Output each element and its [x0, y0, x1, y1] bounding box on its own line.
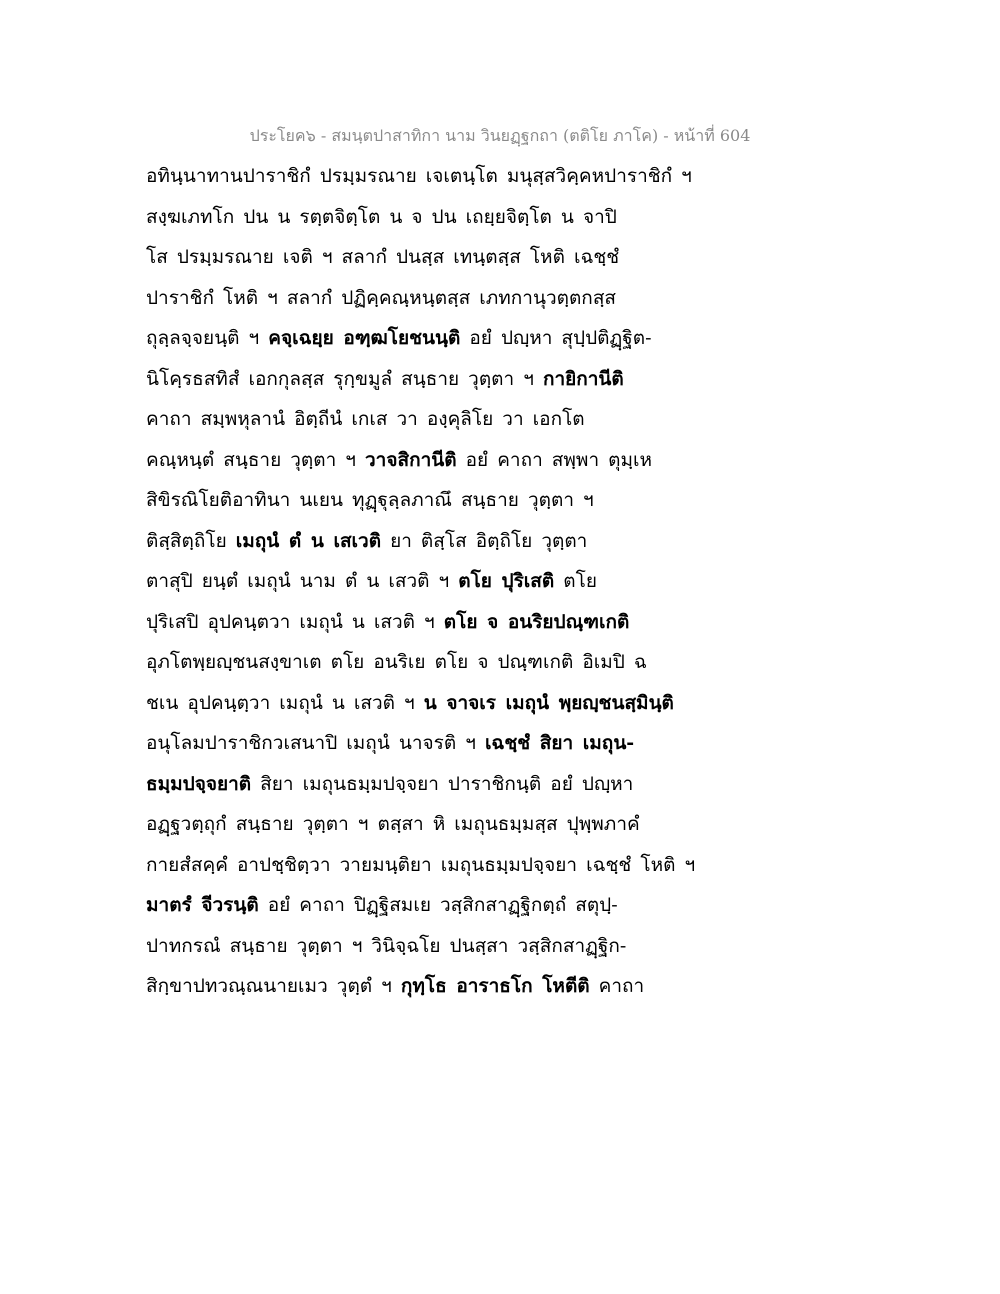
- text-run: คณฺหนฺตํ สนฺธาย วุตฺตา ฯ: [146, 448, 366, 471]
- text-run: คาถา สมฺพหุลานํ อิตฺถีนํ เกเส วา องฺคุลิโย วา เอกโต: [146, 408, 585, 430]
- text-run: นิโคฺรธสทิสํ เอกกุลสฺส รุกฺขมูลํ สนฺธาย วุตฺตา ฯ: [146, 367, 543, 390]
- text-run: อุภโตพฺยญฺชนสงฺขาเต ตโย อนริเย ตโย จ ปณฺฑเกติ อิเมปิ ฉ: [146, 651, 647, 673]
- bold-lemma: เมถุนํ ตํ น เสเวติ: [235, 529, 382, 552]
- text-line: [146, 480, 886, 521]
- bold-lemma: น จาจเร เมถุนํ พฺยญฺชนสฺมินฺติ: [423, 691, 674, 714]
- bold-lemma: มาตรํ จีวรนฺติ: [146, 894, 259, 916]
- text-run: ปาทกรณํ สนฺธาย วุตฺตา ฯ วินิจฺฉโย ปนสฺสา วสฺสิกสาฏฺฐิก-: [146, 934, 627, 957]
- text-run: อยํ คาถา สพฺพา ตุมฺเห: [456, 448, 653, 471]
- text-line: [146, 926, 886, 967]
- bold-lemma: กุทฺโธ อาราธโก โหตีติ: [400, 975, 590, 997]
- text-line: [146, 399, 886, 440]
- text-line: [146, 885, 886, 926]
- text-run: คาถา: [589, 975, 645, 997]
- text-run: กายสํสคฺคํ อาปชฺชิตฺวา วายมนฺติยา เมถุนธมฺมปจฺจยา เฉชฺชํ โหติ ฯ: [146, 853, 696, 876]
- bold-lemma: วาจสิกานีติ: [365, 448, 457, 471]
- text-line: [146, 602, 886, 643]
- text-line: [146, 278, 886, 319]
- text-run: ตโย: [554, 570, 597, 592]
- text-line: [146, 764, 886, 805]
- text-run: สิขิรณิโยติอาทินา นเยน ทุฏฺฐุลฺลภาณึ สนฺธาย วุตฺตา ฯ: [146, 489, 594, 511]
- text-line: [146, 683, 886, 724]
- text-run: อยํ ปญฺหา สุปฺปติฏฺฐิต-: [460, 327, 652, 349]
- text-line: [146, 156, 886, 197]
- text-run: ยา ติสฺโส อิตฺถิโย วุตฺตา: [381, 529, 588, 552]
- bold-lemma: ธมฺมปจฺจยาติ: [146, 772, 252, 795]
- text-line: [146, 359, 886, 400]
- page-header: ประโยค๖ - สมนฺตปาสาทิกา นาม วินยฏฺฐกถา (ตติโย ภาโค) - หน้าที่ 604: [249, 126, 751, 145]
- text-line: [146, 561, 886, 602]
- text-line: [146, 845, 886, 886]
- text-line: [146, 521, 886, 562]
- text-run: อทินฺนาทานปาราชิกํ ปรมฺมรณาย เจเตนฺโต มนุสฺสวิคฺคหปาราชิกํ ฯ: [146, 165, 692, 187]
- text-line: [146, 197, 886, 238]
- text-line: [146, 318, 886, 359]
- text-line: [146, 966, 886, 1007]
- text-run: ปาราชิกํ โหติ ฯ สลากํ ปฏิคฺคณฺหนฺตสฺส เภทกานุวตฺตกสฺส: [146, 286, 617, 309]
- bold-lemma: กายิกานีติ: [542, 367, 624, 390]
- text-run: ชเน อุปคนฺตฺวา เมถุนํ น เสวติ ฯ: [146, 691, 424, 714]
- text-run: ถุลฺลจฺจยนฺติ ฯ: [146, 327, 269, 349]
- text-line: [146, 237, 886, 278]
- text-run: ตาสุปิ ยนฺตํ เมถุนํ นาม ตํ น เสวติ ฯ: [146, 570, 459, 592]
- text-run: อยํ คาถา ปิฏฺฐิสมเย วสฺสิกสาฏฺฐิกตฺถํ สตุปฺ-: [258, 894, 618, 916]
- text-run: ปุริเสปิ อุปคนฺตวา เมถุนํ น เสวติ ฯ: [146, 610, 444, 633]
- text-run: โส ปรมฺมรณาย เจติ ฯ สลากํ ปนสฺส เทนฺตสฺส โหติ เฉชฺชํ: [146, 246, 620, 268]
- bold-lemma: ตโย จ อนริยปณฺฑเกติ: [443, 610, 630, 633]
- text-run: ติสฺสิตฺถิโย: [146, 529, 236, 552]
- text-run: สิยา เมถุนธมฺมปจฺจยา ปาราชิกนฺติ อยํ ปญฺหา: [251, 772, 634, 795]
- text-run: สงฺฆเภทโก ปน น รตฺตจิตฺโต น จ ปน เถยฺยจิตฺโต น จาปิ: [146, 205, 617, 228]
- bold-lemma: เฉชฺชํ สิยา เมถุน-: [484, 732, 635, 754]
- text-line: [146, 804, 886, 845]
- body-text: [146, 156, 886, 1007]
- text-line: [146, 642, 886, 683]
- bold-lemma: ตโย ปุริเสติ: [458, 570, 555, 592]
- text-line: [146, 440, 886, 481]
- text-run: สิกฺขาปทวณฺณนายเมว วุตฺตํ ฯ: [146, 975, 401, 997]
- text-line: [146, 723, 886, 764]
- text-run: อนุโลมปาราชิกวเสนาปิ เมถุนํ นาจรติ ฯ: [146, 732, 485, 754]
- text-run: อฏฺฐวตฺถุกํ สนฺธาย วุตฺตา ฯ ตสฺสา หิ เมถุนธมฺมสฺส ปุพฺพภาคํ: [146, 813, 640, 835]
- bold-lemma: คจฺเฉยฺย อฑฺฒโยชนนฺติ: [268, 327, 461, 349]
